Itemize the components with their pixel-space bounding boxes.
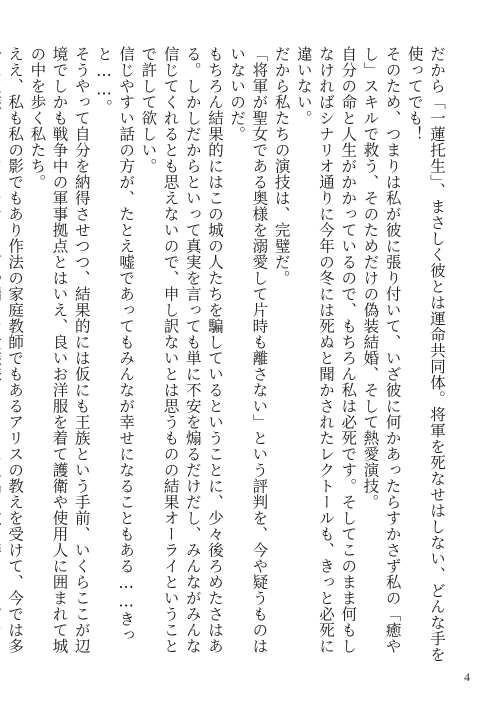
paragraph: ええ、私も私の影でもあり作法の家庭教師でもあるアリスの教えを受けて、今では多 [6,46,25,654]
paragraph: だから私たちの演技は、完璧だ。 [272,46,291,286]
paragraph: だから「一蓮托生」、まさしく彼とは運命共同体。将軍を死なせはしない、どんな手を使ってでも！ [405,46,446,663]
page-number: 4 [464,670,470,684]
paragraph: 「将軍が聖女である奥様を溺愛して片時も離さない」という評判を、今や疑うものはいないのだ。 [228,46,269,654]
paragraph: もちろん結果的にはこの城の人たちを騙しているということに、少々後ろめたさはある。しかしだからといって真実を言っても単に不安を煽るだけだし、みんながみんな信じてくれるとも思えないので、申し訳ないとは思うものの結果オーライということで許して欲しい。 [139,46,224,654]
paragraph: そうやって自分を納得させつつ、結果的には仮にも王族という手前、いくらここが辺境でしかも戦争中の軍事拠点とはいえ、良いお洋服を着て護衛や使用人に囲まれて城の中を歩く私たち。 [28,46,91,654]
body-text [6,46,448,666]
paragraph: そのため、つまりは私が彼に張り付いて、いざ彼に何かあったらすかさず私の「癒やし」スキルで救う、そのためだけの偽装結婚、そして熱愛演技。 [361,46,402,654]
paragraph: 自分の命と人生がかかっているので、もちろん私は必死です。そしてこのまま何もしなければシナリオ通りに今年の冬には死ぬと聞かされたレクトールも、きっと必死に違いない。 [294,46,358,654]
paragraph: 信じやすい話の方が、たとえ嘘であってもみんなが幸せになることもある……きっと……。 [94,46,136,643]
